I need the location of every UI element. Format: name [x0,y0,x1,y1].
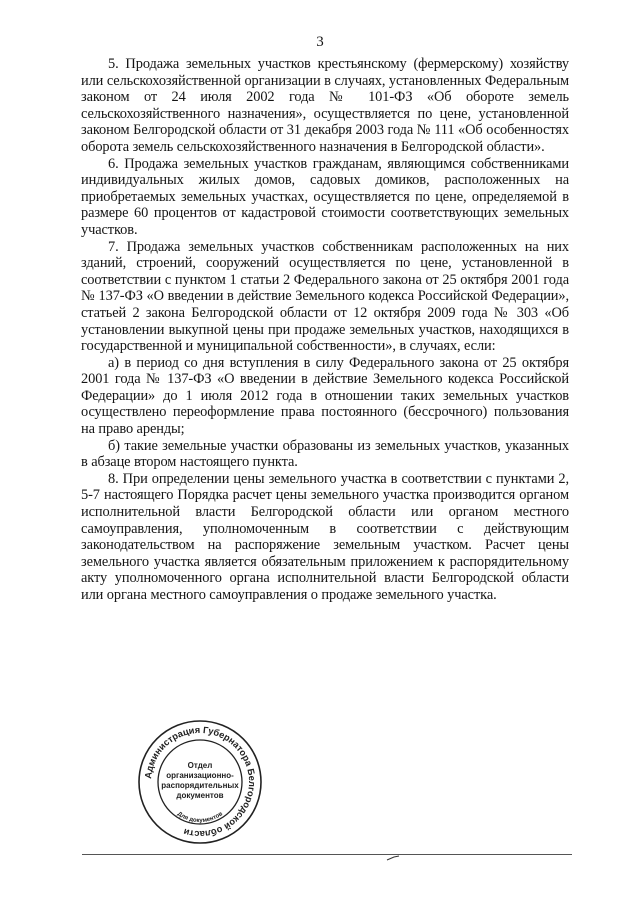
bottom-divider [82,854,572,855]
stamp-line-3: распорядительных [161,781,239,790]
official-stamp [136,718,264,846]
paragraph-5: 5. Продажа земельных участков крестьянскому (фермерскому) хозяйству или сельскохозяйственной организации в случаях, установленных Федеральным законом от 24 июля 2002 года № 101-ФЗ «Об обороте земель сельскохозяйственного назначения», осуществляется по цене, установленной законом Белгородской области от 31 декабря 2003 года № 111 «Об особенностях оборота земель сельскохозяйственного назначения в Белгородской области». [81,56,569,155]
stamp-bottom-text: Для документов [176,811,224,825]
paragraph-6: 6. Продажа земельных участков гражданам, являющимся собственниками индивидуальных жилых домов, садовых домиков, расположенных на приобретаемых земельных участках, осуществляется по цене, определяемой в размере 60 процентов от кадастровой стоимости соответствующих земельных участков. [81,155,569,238]
paragraph-8: 8. При определении цены земельного участка в соответствии с пунктами 2, 5-7 настоящего Порядка расчет цены земельного участка производится органом исполнительной власти Белгородской области или органом местного самоуправления, уполномоченным в соответствии с действующим законодательством на распоряжение земельным участком. Расчет цены земельного участка является обязательным приложением к распорядительному акту уполномоченного органа исполнительной власти Белгородской области или органа местного самоуправления о продаже земельного участка. [81,470,569,603]
paragraph-7b: б) такие земельные участки образованы из земельных участков, указанных в абзаце втором настоящего пункта. [81,437,569,471]
document-body [81,56,569,604]
stamp-line-1: Отдел [187,761,213,770]
stamp-seal-icon [136,718,264,846]
paragraph-7: 7. Продажа земельных участков собственникам расположенных на них зданий, строений, сооружений осуществляется по цене, установленной в соответствии с пунктом 1 статьи 2 Федерального закона от 25 октября 2001 года № 137-ФЗ «О введении в действие Земельного кодекса Российской Федерации», статьей 2 закона Белгородской области от 12 октября 2009 года № 303 «Об установлении выкупной цены при продаже земельных участков, находящихся в государственной и муниципальной собственности», в случаях, если: [81,238,569,355]
stamp-line-2: организационно- [166,771,234,780]
pen-mark-icon [386,855,400,861]
stamp-ring-text: Администрация Губернатора Белгородской области [143,724,258,840]
page-number: 3 [316,34,324,50]
paragraph-7a: а) в период со дня вступления в силу Федерального закона от 25 октября 2001 года № 137-ФЗ «О введении в действие Земельного кодекса Российской Федерации» до 1 июля 2012 года в отношении таких земельных участков осуществлено переоформление права постоянного (бессрочного) пользования на право аренды; [81,354,569,438]
stamp-line-4: документов [176,791,224,800]
